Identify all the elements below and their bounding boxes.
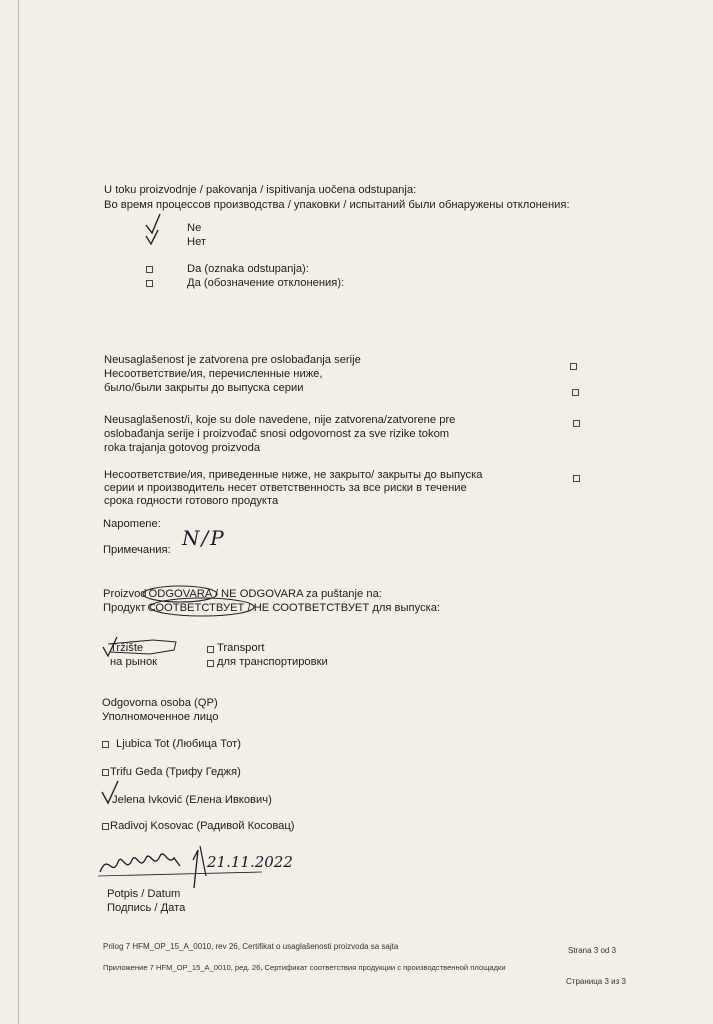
notes-handwritten-value: N/P [182,526,226,550]
nc-closed-ru-2: было/были закрыты до выпуска серии [104,382,304,394]
market-ru: на рынок [110,656,158,668]
notes-label-sr: Napomene: [103,518,161,530]
qp-person-kosovac: Radivoj Kosovac (Радивой Косовац) [110,820,295,832]
nc-open-sr-3: roka trajanja gotovog proizvoda [104,442,261,454]
qp-person-tot: Ljubica Tot (Любица Тот) [116,738,242,750]
release-sr-option: ODGOVARA [148,588,212,600]
nc-open-ru-2: серии и производитель несет ответственность за все риски в течение [104,482,467,494]
transport-ru: для транспортировки [217,656,328,668]
transport-sr: Transport [217,642,265,654]
release-sr-rest: / NE ODGOVARA za puštanje na: [214,588,382,600]
footer-line1: Prilog 7 HFM_OP_15_A_0010, rev 26, Certifikat o usaglašenosti proizvoda sa sajta [103,942,399,951]
nc-closed-ru-1: Несоответствие/ия, перечисленные ниже, [104,368,323,380]
signature-label-sr: Potpis / Datum [107,888,181,900]
deviation-no-sr: Ne [187,222,202,234]
signature-date: 21.11.2022 [207,853,293,871]
release-ru-rest: / НЕ СООТВЕТСТВУЕТ для выпуска: [247,602,441,614]
release-ru-prefix: Продукт [103,602,146,614]
deviations-heading-ru: Во время процессов производства / упаковки / испытаний были обнаружены отклонения: [104,199,570,211]
footer-page-ru: Страница 3 из 3 [566,977,626,986]
notes-label-ru: Примечания: [103,544,171,556]
deviations-heading-sr: U toku proizvodnje / pakovanja / ispitivanja uočena odstupanja: [104,184,417,196]
deviation-no-ru: Нет [187,236,207,248]
release-sr-prefix: Proizvod [103,588,147,600]
deviation-yes-sr: Da (oznaka odstupanja): [187,263,309,275]
qp-title-sr: Odgovorna osoba (QP) [102,697,218,709]
footer-line2: Приложение 7 HFM_OP_15_A_0010, ред. 26, Сертификат соответствия продукции с производственной площадки [103,963,506,972]
nc-open-sr-2: oslobađanja serije i proizvođač snosi odgovornost za sve rizike tokom [104,428,450,440]
qp-person-ivkovic: Jelena Ivković (Елена Ивкович) [112,794,272,806]
footer-page-sr: Strana 3 od 3 [568,946,617,955]
nc-closed-sr: Neusaglašenost je zatvorena pre oslobađanja serije [104,354,361,366]
market-sr: Tržište [110,642,144,654]
deviation-yes-ru: Да (обозначение отклонения): [187,277,345,289]
nc-open-ru-3: срока годности готового продукта [104,495,279,507]
nc-open-ru-1: Несоответствие/ия, приведенные ниже, не закрыто/ закрыты до выпуска [104,469,483,481]
signature-label-ru: Подпись / Дата [107,902,186,914]
nc-open-sr-1: Neusaglašenost/i, koje su dole navedene, nije zatvorena/zatvorene pre [104,414,456,426]
release-ru-option: СООТВЕТСТВУЕТ [147,602,245,614]
qp-person-geda: Trifu Geđa (Трифу Геджя) [110,766,241,778]
qp-title-ru: Уполномоченное лицо [102,711,219,723]
